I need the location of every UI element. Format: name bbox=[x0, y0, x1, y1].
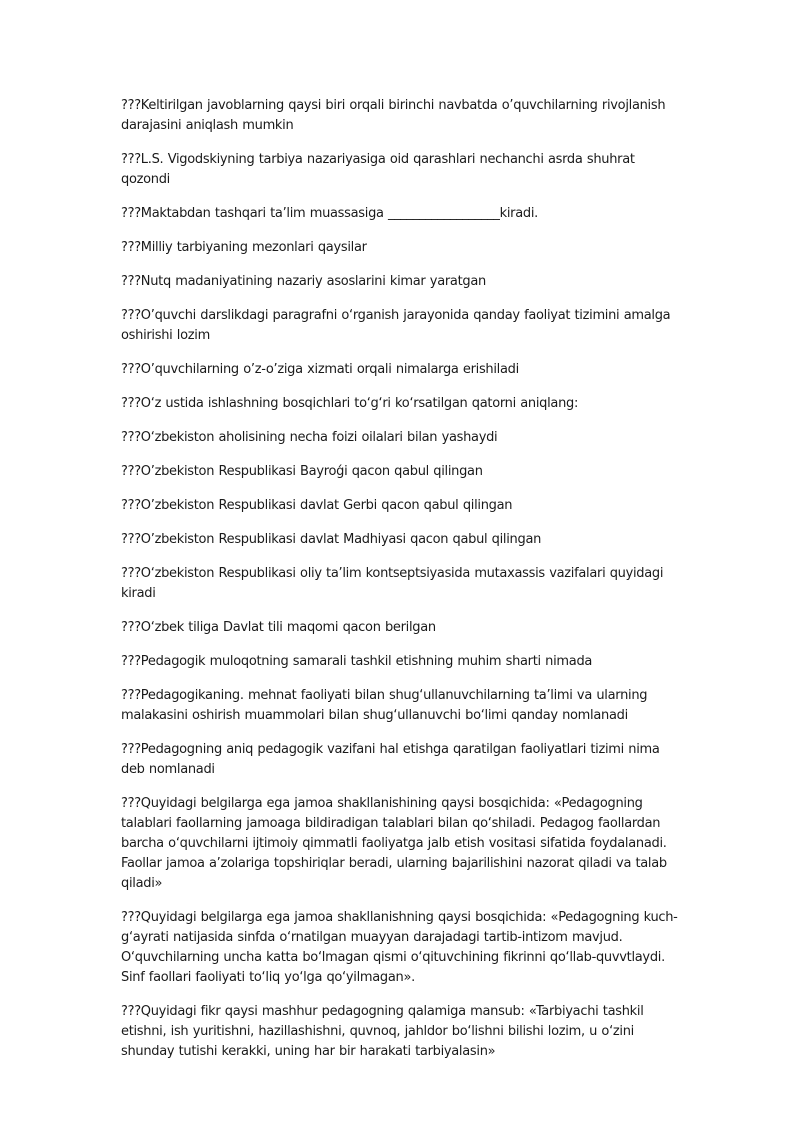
question-item: ???O‘zbekiston aholisining necha foizi oilalari bilan yashaydi bbox=[121, 430, 498, 445]
question-item: ???Nutq madaniyatining nazariy asoslarini kimar yaratgan bbox=[121, 274, 486, 289]
question-item: ???Pedagogikaning. mehnat faoliyati bilan shug‘ullanuvchilarning ta’limi va ularning malakasini oshirish muammolari bilan shug‘ullanuvchi bo‘limi qanday nomlanadi bbox=[121, 688, 648, 723]
question-item: ???Quyidagi belgilarga ega jamoa shakllanishining qaysi bosqichida: «Pedagogning talablari faollarning jamoaga bildiradigan talablari bilan qo‘shiladi. Pedagog faollardan barcha o‘quvchilarni ijtimoiy qimmatli faoliyatga jalb etish vositasi sifatida foydalanadi. Faollar jamoa a’zolariga topshiriqlar beradi, ularning bajarilishini nazorat qiladi va talab qiladi» bbox=[121, 796, 667, 891]
question-item: ???Quyidagi fikr qaysi mashhur pedagogning qalamiga mansub: «Tarbiyachi tashkil etishni, ish yuritishni, hazillashishni, quvnoq, jahldor bo‘lishni bilishi lozim, u o‘zini shunday tutishi kerakki, uning har bir harakati tarbiyalasin» bbox=[121, 1004, 644, 1059]
question-item: ???O’quvchilarning o’z-o’ziga xizmati orqali nimalarga erishiladi bbox=[121, 362, 519, 377]
question-item: ???O’zbekiston Respublikasi davlat Gerbi qacon qabul qilingan bbox=[121, 498, 513, 513]
question-item: ???O’quvchi darslikdagi paragrafni o‘rganish jarayonida qanday faoliyat tizimini amalga oshirishi lozim bbox=[121, 308, 671, 343]
question-item: ???Pedagogning aniq pedagogik vazifani hal etishga qaratilgan faoliyatlari tizimi nima deb nomlanadi bbox=[121, 742, 660, 777]
question-item: ???Pedagogik muloqotning samarali tashkil etishning muhim sharti nimada bbox=[121, 654, 593, 669]
question-item: ???Milliy tarbiyaning mezonlari qaysilar bbox=[121, 240, 367, 255]
question-item: ???O’zbekiston Respublikasi Bayroǵi qacon qabul qilingan bbox=[121, 464, 483, 479]
question-item: ???O‘z ustida ishlashning bosqichlari to‘g‘ri ko‘rsatilgan qatorni aniqlang: bbox=[121, 396, 579, 411]
question-list bbox=[121, 96, 681, 1076]
question-item: ???O‘zbekiston Respublikasi oliy ta’lim kontseptsiyasida mutaxassis vazifalari quyidagi kiradi bbox=[121, 566, 664, 601]
question-item: ???O‘zbek tiliga Davlat tili maqomi qacon berilgan bbox=[121, 620, 436, 635]
question-item: ???O’zbekiston Respublikasi davlat Madhiyasi qacon qabul qilingan bbox=[121, 532, 542, 547]
question-item: ???Keltirilgan javoblarning qaysi biri orqali birinchi navbatda o’quvchilarning rivojlanish darajasini aniqlash mumkin bbox=[121, 98, 666, 133]
question-item: ???Quyidagi belgilarga ega jamoa shakllanishning qaysi bosqichida: «Pedagogning kuch-g‘ayrati natijasida sinfda o‘rnatilgan muayyan darajadagi tartib-intizom mavjud. O‘quvchilarning uncha katta bo‘lmagan qismi o‘qituvchining fikrinni qo‘llab-quvvtlaydi. Sinf faollari faoliyati to‘liq yo‘lga qo‘yilmagan». bbox=[121, 910, 678, 985]
question-item: ???L.S. Vigodskiyning tarbiya nazariyasiga oid qarashlari nechanchi asrda shuhrat qozondi bbox=[121, 152, 635, 187]
question-item: ???Maktabdan tashqari ta’lim muassasiga __________________kiradi. bbox=[121, 206, 538, 221]
